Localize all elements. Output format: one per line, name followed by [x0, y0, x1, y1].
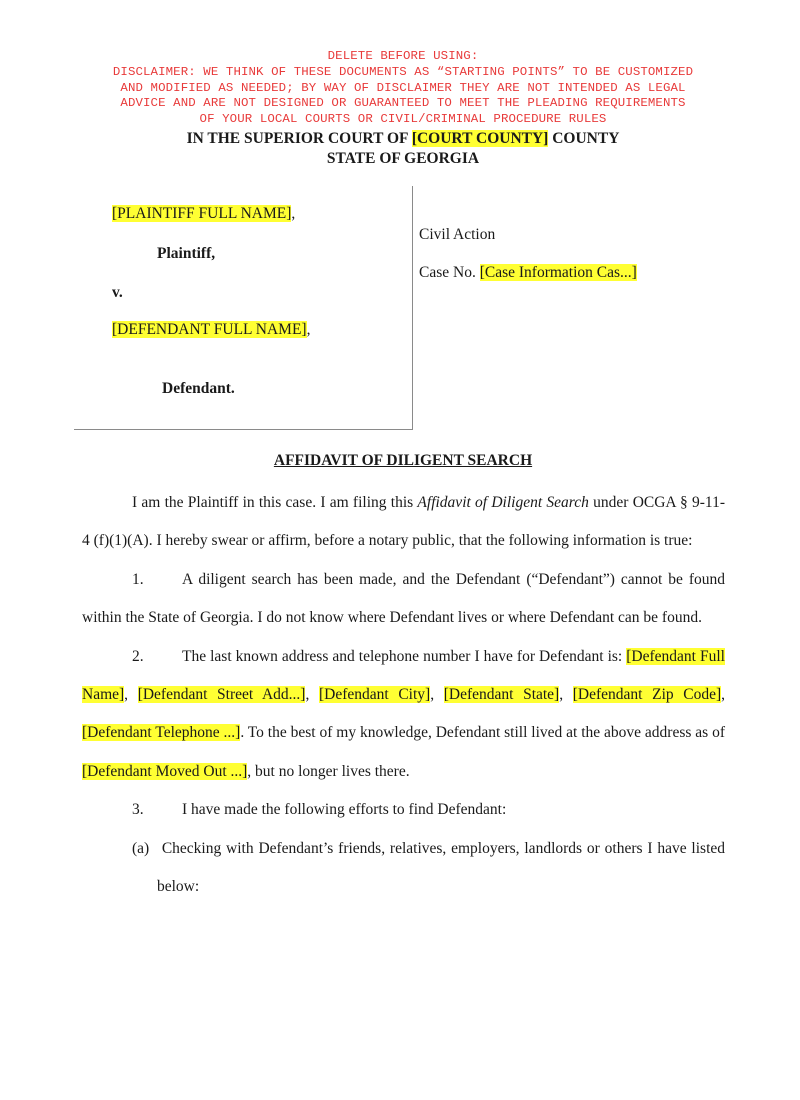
case-number-label: Case No.	[419, 264, 480, 281]
disclaimer-line: DISCLAIMER: WE THINK OF THESE DOCUMENTS AS “STARTING POINTS” TO BE CUSTOMIZED	[112, 64, 694, 79]
plaintiff-name-field[interactable]: [PLAINTIFF FULL NAME]	[112, 205, 292, 222]
defendant-label: Defendant.	[162, 380, 235, 397]
caption-plaintiff-line: [PLAINTIFF FULL NAME],	[112, 205, 296, 222]
court-name-line	[60, 129, 746, 149]
disclaimer-line: AND MODIFIED AS NEEDED; BY WAY OF DISCLAIMER THEY ARE NOT INTENDED AS LEGAL	[120, 80, 686, 95]
disclaimer-line: ADVICE AND ARE NOT DESIGNED OR GUARANTEED TO MEET THE PLEADING REQUIREMENTS	[120, 96, 686, 111]
defendant-telephone-field[interactable]: [Defendant Telephone ...]	[82, 724, 241, 742]
defendant-moved-out-field[interactable]: [Defendant Moved Out ...]	[82, 762, 248, 780]
court-suffix: COUNTY	[548, 130, 620, 147]
paragraph-text: The last known address and telephone number I have for Defendant is:	[182, 647, 627, 665]
item-a	[82, 830, 725, 907]
paragraph-number: 3.	[132, 801, 144, 819]
intro-text: I am the Plaintiff in this case. I am filing this	[132, 494, 418, 511]
case-number-line	[419, 264, 637, 282]
paragraph-number: 1.	[132, 570, 144, 588]
versus-label: v.	[112, 284, 123, 301]
defendant-zip-field[interactable]: [Defendant Zip Code]	[572, 686, 722, 704]
paragraph-text: I have made the following efforts to find Defendant:	[182, 801, 507, 819]
caption-defendant-line: [DEFENDANT FULL NAME],	[112, 321, 311, 338]
paragraph-1	[82, 561, 725, 638]
paragraph-2: 2. The last known address and telephone number I have for Defendant is: [Defendant Full Name], [Defendant Street Add...], [Defendant City], [Defendant State], [Defendant Zip Code], [Defendant Telephone ...]. To the best of my knowledge, Defendant still lived at the above address as of [Defendant Moved Out ...], but no longer lives there.	[82, 638, 725, 792]
paragraph-text: . To the best of my knowledge, Defendant still lived at the above address as of	[240, 724, 725, 742]
intro-paragraph	[82, 484, 725, 561]
paragraph-3	[82, 791, 725, 829]
disclaimer-line: DELETE BEFORE USING:	[327, 49, 479, 63]
paragraph-text: A diligent search has been made, and the Defendant (“Defendant”) cannot be found within the State of Georgia. I do not know where Defendant lives or where Defendant can be found.	[82, 570, 725, 627]
item-text: Checking with Defendant’s friends, relatives, employers, landlords or others I have listed below:	[157, 839, 725, 896]
defendant-street-field[interactable]: [Defendant Street Add...]	[137, 686, 306, 704]
intro-document-name: Affidavit of Diligent Search	[417, 494, 589, 511]
paragraph-text: , but no longer lives there.	[247, 762, 410, 780]
court-state-line: STATE OF GEORGIA	[326, 150, 480, 167]
defendant-state-field[interactable]: [Defendant State]	[443, 686, 560, 704]
disclaimer-line: OF YOUR LOCAL COURTS OR CIVIL/CRIMINAL PROCEDURE RULES	[199, 112, 607, 127]
paragraph-number: 2.	[132, 647, 144, 665]
court-heading	[60, 129, 746, 169]
court-county-field[interactable]: [COURT COUNTY]	[411, 130, 549, 147]
disclaimer-notice	[60, 49, 746, 128]
defendant-city-field[interactable]: [Defendant City]	[318, 686, 431, 704]
plaintiff-label: Plaintiff,	[157, 245, 216, 262]
case-number-field[interactable]: [Case Information Cas...]	[479, 264, 637, 281]
defendant-full-name-field[interactable]: [Defendant Full Name]	[82, 647, 725, 704]
defendant-name-field[interactable]: [DEFENDANT FULL NAME]	[112, 321, 307, 338]
document-title: AFFIDAVIT OF DILIGENT SEARCH	[273, 452, 533, 469]
civil-action-label: Civil Action	[419, 226, 496, 243]
court-prefix: IN THE SUPERIOR COURT OF	[186, 130, 412, 147]
affidavit-body	[82, 484, 725, 906]
intro-text: under OCGA § 9-11-4 (f)(1)(A). I hereby swear or affirm, before a notary public, that the following information is true:	[82, 494, 726, 550]
item-label: (a)	[132, 839, 150, 857]
